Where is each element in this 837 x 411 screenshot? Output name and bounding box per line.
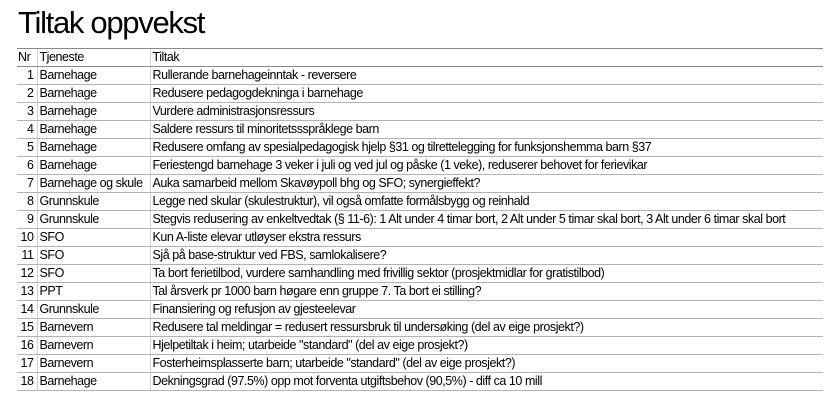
header-nr: Nr — [17, 49, 37, 67]
cell-nr: 7 — [17, 175, 37, 193]
table-row — [17, 67, 823, 85]
cell-service: Barnehage — [37, 85, 150, 103]
table-row — [17, 319, 823, 337]
table-row — [17, 121, 823, 139]
cell-service: SFO — [37, 265, 150, 283]
cell-service: Barnevern — [37, 319, 150, 337]
cell-nr: 4 — [17, 121, 37, 139]
table-body — [17, 67, 823, 391]
cell-service: SFO — [37, 247, 150, 265]
table-header-row — [17, 49, 823, 67]
table-row — [17, 355, 823, 373]
cell-measure: Redusere pedagogdekninga i barnehage — [150, 85, 823, 103]
cell-measure: Legge ned skular (skulestruktur), vil også omfatte formålsbygg og reinhald — [150, 193, 823, 211]
cell-service: Barnehage — [37, 121, 150, 139]
table-row — [17, 193, 823, 211]
measures-table — [17, 48, 823, 391]
table-row — [17, 103, 823, 121]
header-service: Tjeneste — [37, 49, 150, 67]
cell-measure: Stegvis redusering av enkeltvedtak (§ 11-6): 1 Alt under 4 timar bort, 2 Alt under 5 timar skal bort, 3 Alt under 6 timar skal bort — [150, 211, 823, 229]
cell-measure: Ta bort ferietilbod, vurdere samhandling med frivillig sektor (prosjektmidlar for gratistilbod) — [150, 265, 823, 283]
cell-service: PPT — [37, 283, 150, 301]
header-measure: Tiltak — [150, 49, 823, 67]
cell-service: SFO — [37, 229, 150, 247]
cell-nr: 10 — [17, 229, 37, 247]
cell-nr: 11 — [17, 247, 37, 265]
page-title: Tiltak oppvekst — [18, 5, 205, 40]
cell-measure: Redusere omfang av spesialpedagogisk hjelp §31 og tilrettelegging for funksjonshemma barn §37 — [150, 139, 823, 157]
cell-measure: Auka samarbeid mellom Skavøypoll bhg og SFO; synergieffekt? — [150, 175, 823, 193]
cell-nr: 14 — [17, 301, 37, 319]
table-row — [17, 157, 823, 175]
table-row — [17, 211, 823, 229]
cell-nr: 13 — [17, 283, 37, 301]
cell-nr: 8 — [17, 193, 37, 211]
cell-nr: 3 — [17, 103, 37, 121]
cell-service: Barnevern — [37, 355, 150, 373]
cell-nr: 1 — [17, 67, 37, 85]
table-row — [17, 301, 823, 319]
table-row — [17, 139, 823, 157]
cell-nr: 17 — [17, 355, 37, 373]
cell-service: Barnehage — [37, 103, 150, 121]
cell-measure: Fosterheimsplasserte barn; utarbeide "standard" (del av eige prosjekt?) — [150, 355, 823, 373]
cell-nr: 2 — [17, 85, 37, 103]
cell-nr: 16 — [17, 337, 37, 355]
cell-service: Barnehage — [37, 139, 150, 157]
cell-measure: Hjelpetiltak i heim; utarbeide "standard" (del av eige prosjekt?) — [150, 337, 823, 355]
cell-service: Grunnskule — [37, 193, 150, 211]
cell-service: Barnevern — [37, 337, 150, 355]
cell-service: Grunnskule — [37, 211, 150, 229]
cell-nr: 15 — [17, 319, 37, 337]
cell-service: Barnehage — [37, 67, 150, 85]
table-row — [17, 283, 823, 301]
cell-service: Grunnskule — [37, 301, 150, 319]
table-row — [17, 175, 823, 193]
cell-measure: Tal årsverk pr 1000 barn høgare enn gruppe 7. Ta bort ei stilling? — [150, 283, 823, 301]
table-row — [17, 373, 823, 391]
table-row — [17, 85, 823, 103]
cell-measure: Rullerande barnehageinntak - reversere — [150, 67, 823, 85]
table-row — [17, 265, 823, 283]
cell-measure: Feriestengd barnehage 3 veker i juli og ved jul og påske (1 veke), reduserer behovet for ferievikar — [150, 157, 823, 175]
cell-service: Barnehage — [37, 373, 150, 391]
cell-measure: Sjå på base-struktur ved FBS, samlokalisere? — [150, 247, 823, 265]
cell-nr: 5 — [17, 139, 37, 157]
cell-service: Barnehage og skule — [37, 175, 150, 193]
table-row — [17, 337, 823, 355]
cell-measure: Saldere ressurs til minoritetssspråklege barn — [150, 121, 823, 139]
cell-nr: 12 — [17, 265, 37, 283]
cell-nr: 9 — [17, 211, 37, 229]
cell-measure: Finansiering og refusjon av gjesteelevar — [150, 301, 823, 319]
cell-measure: Vurdere administrasjonsressurs — [150, 103, 823, 121]
table-row — [17, 247, 823, 265]
cell-measure: Redusere tal meldingar = redusert ressursbruk til undersøking (del av eige prosjekt?) — [150, 319, 823, 337]
cell-measure: Kun A-liste elevar utløyser ekstra ressurs — [150, 229, 823, 247]
table-row — [17, 229, 823, 247]
cell-measure: Dekningsgrad (97.5%) opp mot forventa utgiftsbehov (90,5%) - diff ca 10 mill — [150, 373, 823, 391]
cell-service: Barnehage — [37, 157, 150, 175]
cell-nr: 18 — [17, 373, 37, 391]
cell-nr: 6 — [17, 157, 37, 175]
